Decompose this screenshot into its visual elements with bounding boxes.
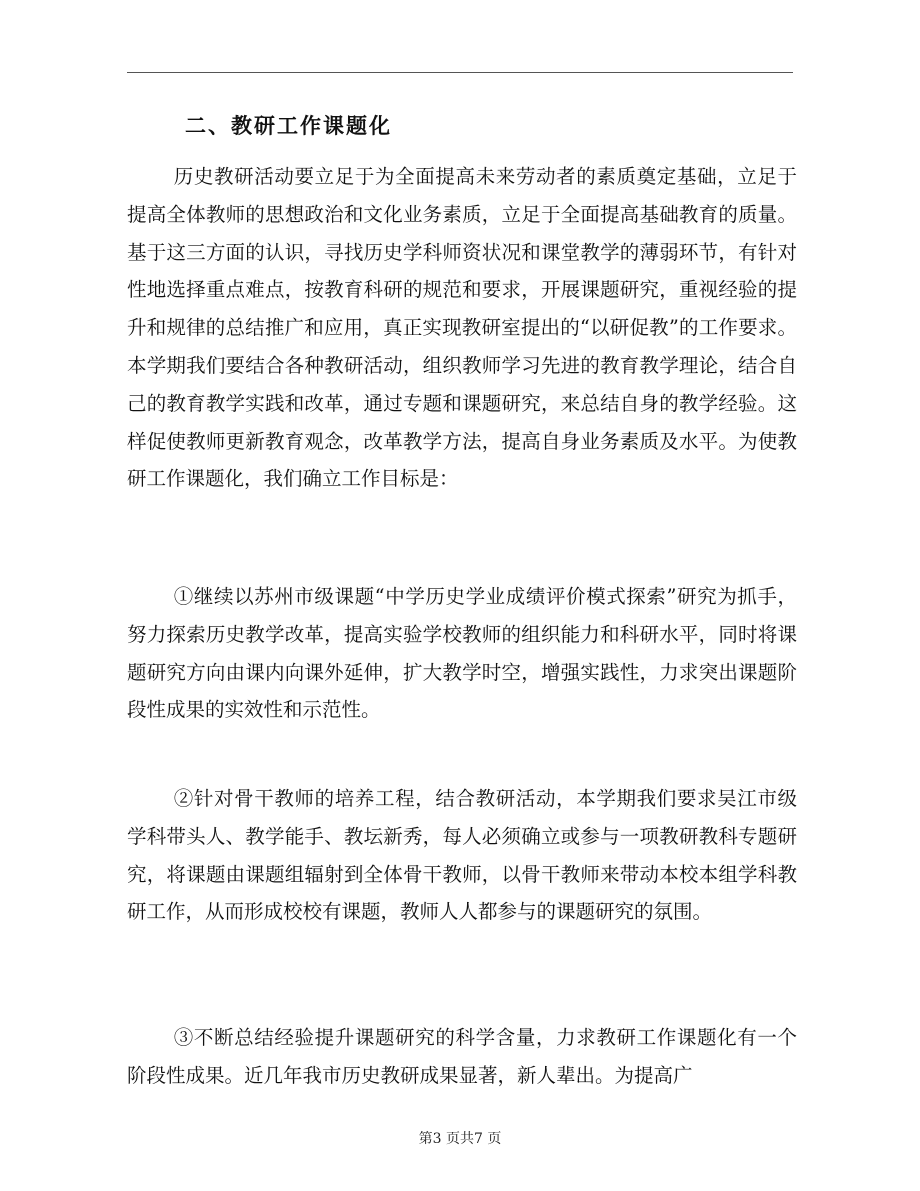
paragraph-goal-2: ②针对骨干教师的培养工程，结合教研活动，本学期我们要求吴江市级学科带头人、教学能手、教坛新秀，每人必须确立或参与一项教研教科专题研究，将课题由课题组辐射到全体骨干教师，以骨干教师来带动本校本组学科教研工作，从而形成校校有课题，教师人人都参与的课题研究的氛围。 — [127, 787, 797, 924]
paragraph-goal-3: ③不断总结经验提升课题研究的科学含量，力求教研工作课题化有一个阶段性成果。近几年我市历史教研成果显著，新人辈出。为提高广 — [127, 1026, 797, 1087]
section-heading: 二、教研工作课题化 — [185, 114, 392, 138]
header-rule — [127, 72, 793, 73]
page-number: 第3 页共7 页 — [418, 1131, 502, 1147]
paragraph-goal-1: ①继续以苏州市级课题“中学历史学业成绩评价模式探索”研究为抓手，努力探索历史教学改革，提高实验学校教师的组织能力和科研水平，同时将课题研究方向由课内向课外延伸，扩大教学时空，增强实践性，力求突出课题阶段性成果的实效性和示范性。 — [127, 585, 797, 722]
paragraph-intro: 历史教研活动要立足于为全面提高未来劳动者的素质奠定基础，立足于提高全体教师的思想政治和文化业务素质，立足于全面提高基础教育的质量。基于这三方面的认识，寻找历史学科师资状况和课堂教学的薄弱环节，有针对性地选择重点难点，按教育科研的规范和要求，开展课题研究，重视经验的提升和规律的总结推广和应用，真正实现教研室提出的“以研促教”的工作要求。本学期我们要结合各种教研活动，组织教师学习先进的教育教学理论，结合自己的教育教学实践和改革，通过专题和课题研究，来总结自身的教学经验。这样促使教师更新教育观念，改革教学方法，提高自身业务素质及水平。为使教研工作课题化，我们确立工作目标是： — [127, 165, 797, 491]
